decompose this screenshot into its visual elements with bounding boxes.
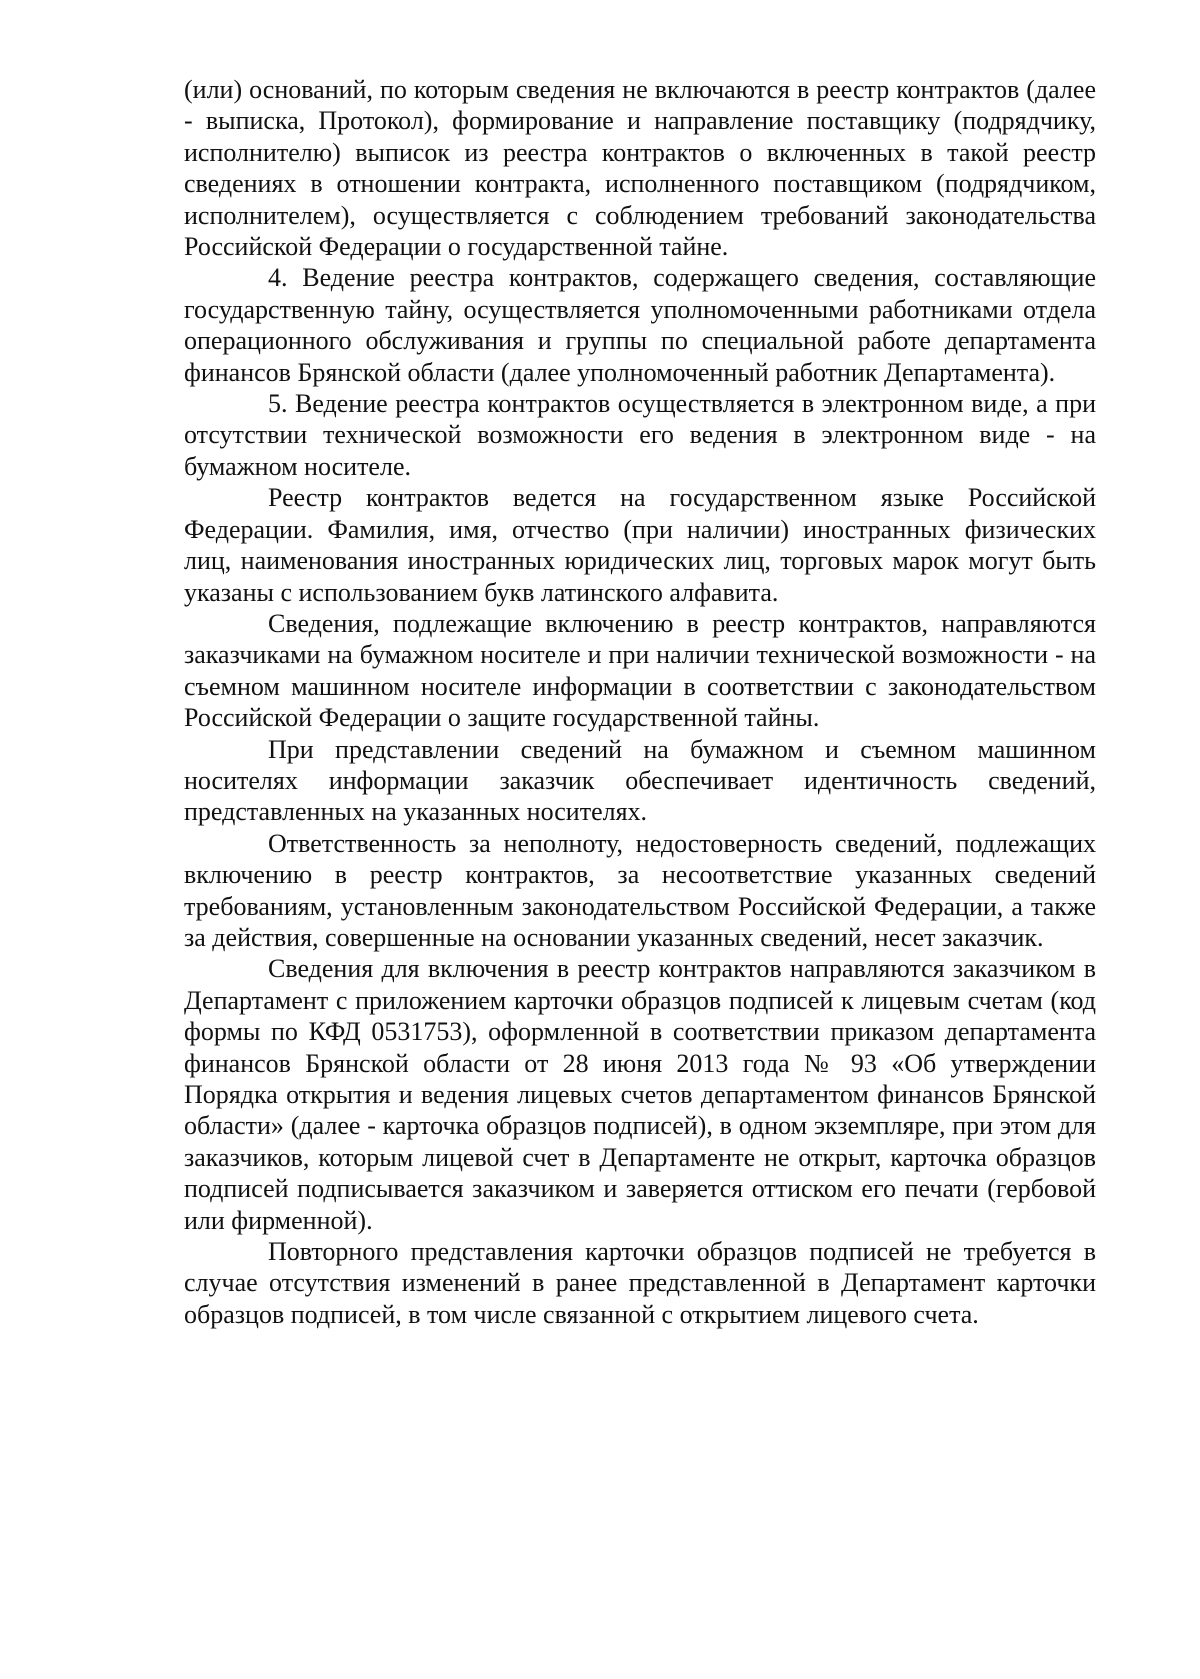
document-body [184,74,1096,1330]
paragraph-submission-media: Сведения, подлежащие включению в реестр контрактов, направляются заказчиками на бумажном носителе и при наличии технической возможности - на съемном машинном носителе информации в соответствии с законодательством Российской Федерации о защите государственной тайны. [184,608,1096,733]
paragraph-customer-responsibility: Ответственность за неполноту, недостоверность сведений, подлежащих включению в реестр контрактов, за несоответствие указанных сведений требованиям, установленным законодательством Российской Федерации, а также за действия, совершенные на основании указанных сведений, несет заказчик. [184,828,1096,952]
paragraph-card-resubmission: Повторного представления карточки образцов подписей не требуется в случае отсутствия изменений в ранее представленной в Департамент карточки образцов подписей, в том числе связанной с открытием лицевого счета. [184,1237,1096,1329]
paragraph-continuation: (или) оснований, по которым сведения не включаются в реестр контрактов (далее - выписка, Протокол), формирование и направление поставщику (подрядчику, исполнителю) выписок из реестра контрактов о включенных в такой реестр сведениях в отношении контракта, исполненного поставщиком (подрядчиком, исполнителем), осуществляется с соблюдением требований законодательства Российской Федерации о государственной тайне. [184,75,1096,262]
paragraph-signature-card: Сведения для включения в реестр контрактов направляются заказчиком в Департамент с приложением карточки образцов подписей к лицевым счетам (код формы по КФД 0531753), оформленной в соответствии приказом департамента финансов Брянской области от 28 июня 2013 года № 93 «Об утверждении Порядка открытия и ведения лицевых счетов департаментом финансов Брянской области» (далее - карточка образцов подписей), в одном экземпляре, при этом для заказчиков, которым лицевой счет в Департаменте не открыт, карточка образцов подписей подписывается заказчиком и заверяется оттиском его печати (гербовой или фирменной). [184,954,1096,1235]
paragraph-media-identity: При представлении сведений на бумажном и съемном машинном носителях информации заказчик обеспечивает идентичность сведений, представленных на указанных носителях. [184,734,1096,827]
paragraph-item-5: 5. Ведение реестра контрактов осуществляется в электронном виде, а при отсутствии технической возможности его ведения в электронном виде - на бумажном носителе. [184,389,1096,481]
paragraph-registry-language: Реестр контрактов ведется на государственном языке Российской Федерации. Фамилия, имя, отчество (при наличии) иностранных физических лиц, наименования иностранных юридических лиц, торговых марок могут быть указаны с использованием букв латинского алфавита. [184,483,1096,607]
paragraph-item-4: 4. Ведение реестра контрактов, содержащего сведения, составляющие государственную тайну, осуществляется уполномоченными работниками отдела операционного обслуживания и группы по специальной работе департамента финансов Брянской области (далее уполномоченный работник Департамента). [184,263,1096,387]
